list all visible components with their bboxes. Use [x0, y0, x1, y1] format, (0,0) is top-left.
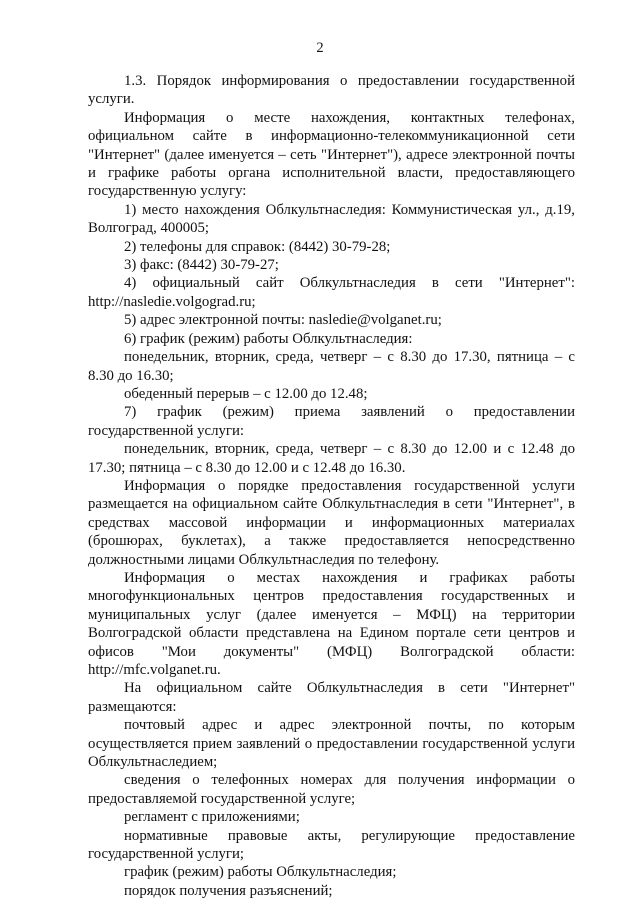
paragraph-mfc-info: Информация о местах нахождения и графиках работы многофункциональных центров предоставления государственных и муниципальных услуг (далее именуется – МФЦ) на территории Волгоградской области представлена на Едином портале сети центров и офисов "Мои документы" (МФЦ) Волгоградской области: http://mfc.volganet.ru.: [88, 569, 575, 678]
list-item-work-schedule: 6) график (режим) работы Облкультнаследия:: [124, 330, 413, 347]
website-item-clarifications: порядок получения разъяснений;: [124, 882, 333, 899]
website-item-legal-acts: нормативные правовые акты, регулирующие предоставление государственной услуги;: [88, 827, 575, 863]
list-item-location: 1) место нахождения Облкультнаследия: Коммунистическая ул., д.19, Волгоград, 400005;: [88, 201, 575, 237]
document-body: [88, 72, 575, 900]
list-item-reception-schedule: 7) график (режим) приема заявлений о предоставлении государственной услуги:: [88, 404, 575, 439]
list-item-fax: 3) факс: (8442) 30-79-27;: [124, 257, 279, 274]
lunch-break: обеденный перерыв – с 12.00 до 12.48;: [124, 385, 368, 402]
paragraph-info-intro: Информация о месте нахождения, контактных телефонах, официальном сайте в информационно-телекоммуникационной сети "Интернет" (далее именуется – сеть "Интернет"), адресе электронной почты и графике работы органа исполнительной власти, предоставляющего государственную услугу:: [88, 109, 575, 200]
list-item-email: 5) адрес электронной почты: nasledie@volganet.ru;: [124, 312, 442, 329]
section-heading-1-3: 1.3. Порядок информирования о предоставлении государственной услуги.: [88, 73, 575, 108]
website-item-postal-address: почтовый адрес и адрес электронной почты, по которым осуществляется прием заявлений о предоставлении государственной услуги Облкультнаследием;: [88, 717, 575, 771]
list-item-website: 4) официальный сайт Облкультнаследия в сети "Интернет": http://nasledie.volgograd.ru;: [88, 275, 575, 310]
website-item-phone-numbers: сведения о телефонных номерах для получения информации о предоставляемой государственной услуге;: [88, 772, 575, 807]
list-item-phones: 2) телефоны для справок: (8442) 30-79-28;: [124, 238, 391, 255]
work-schedule-days: понедельник, вторник, среда, четверг – с 8.30 до 17.30, пятница – с 8.30 до 16.30;: [88, 349, 575, 384]
website-item-schedule: график (режим) работы Облкультнаследия;: [124, 864, 397, 881]
reception-schedule-days: понедельник, вторник, среда, четверг – с 8.30 до 12.00 и с 12.48 до 17.30; пятница – с 8.30 до 12.00 и с 12.48 до 16.30.: [88, 441, 575, 476]
paragraph-website-intro: На официальном сайте Облкультнаследия в сети "Интернет" размещаются:: [88, 680, 575, 715]
paragraph-info-placement: Информация о порядке предоставления государственной услуги размещается на официальном сайте Облкультнаследия в сети "Интернет", в средствах массовой информации и информационных материалах (брошюрах, буклетах), а также предоставляется непосредственно должностными лицами Облкультнаследия по телефону.: [88, 477, 575, 568]
website-item-regulations: регламент с приложениями;: [124, 809, 300, 826]
page-number: 2: [316, 40, 324, 56]
